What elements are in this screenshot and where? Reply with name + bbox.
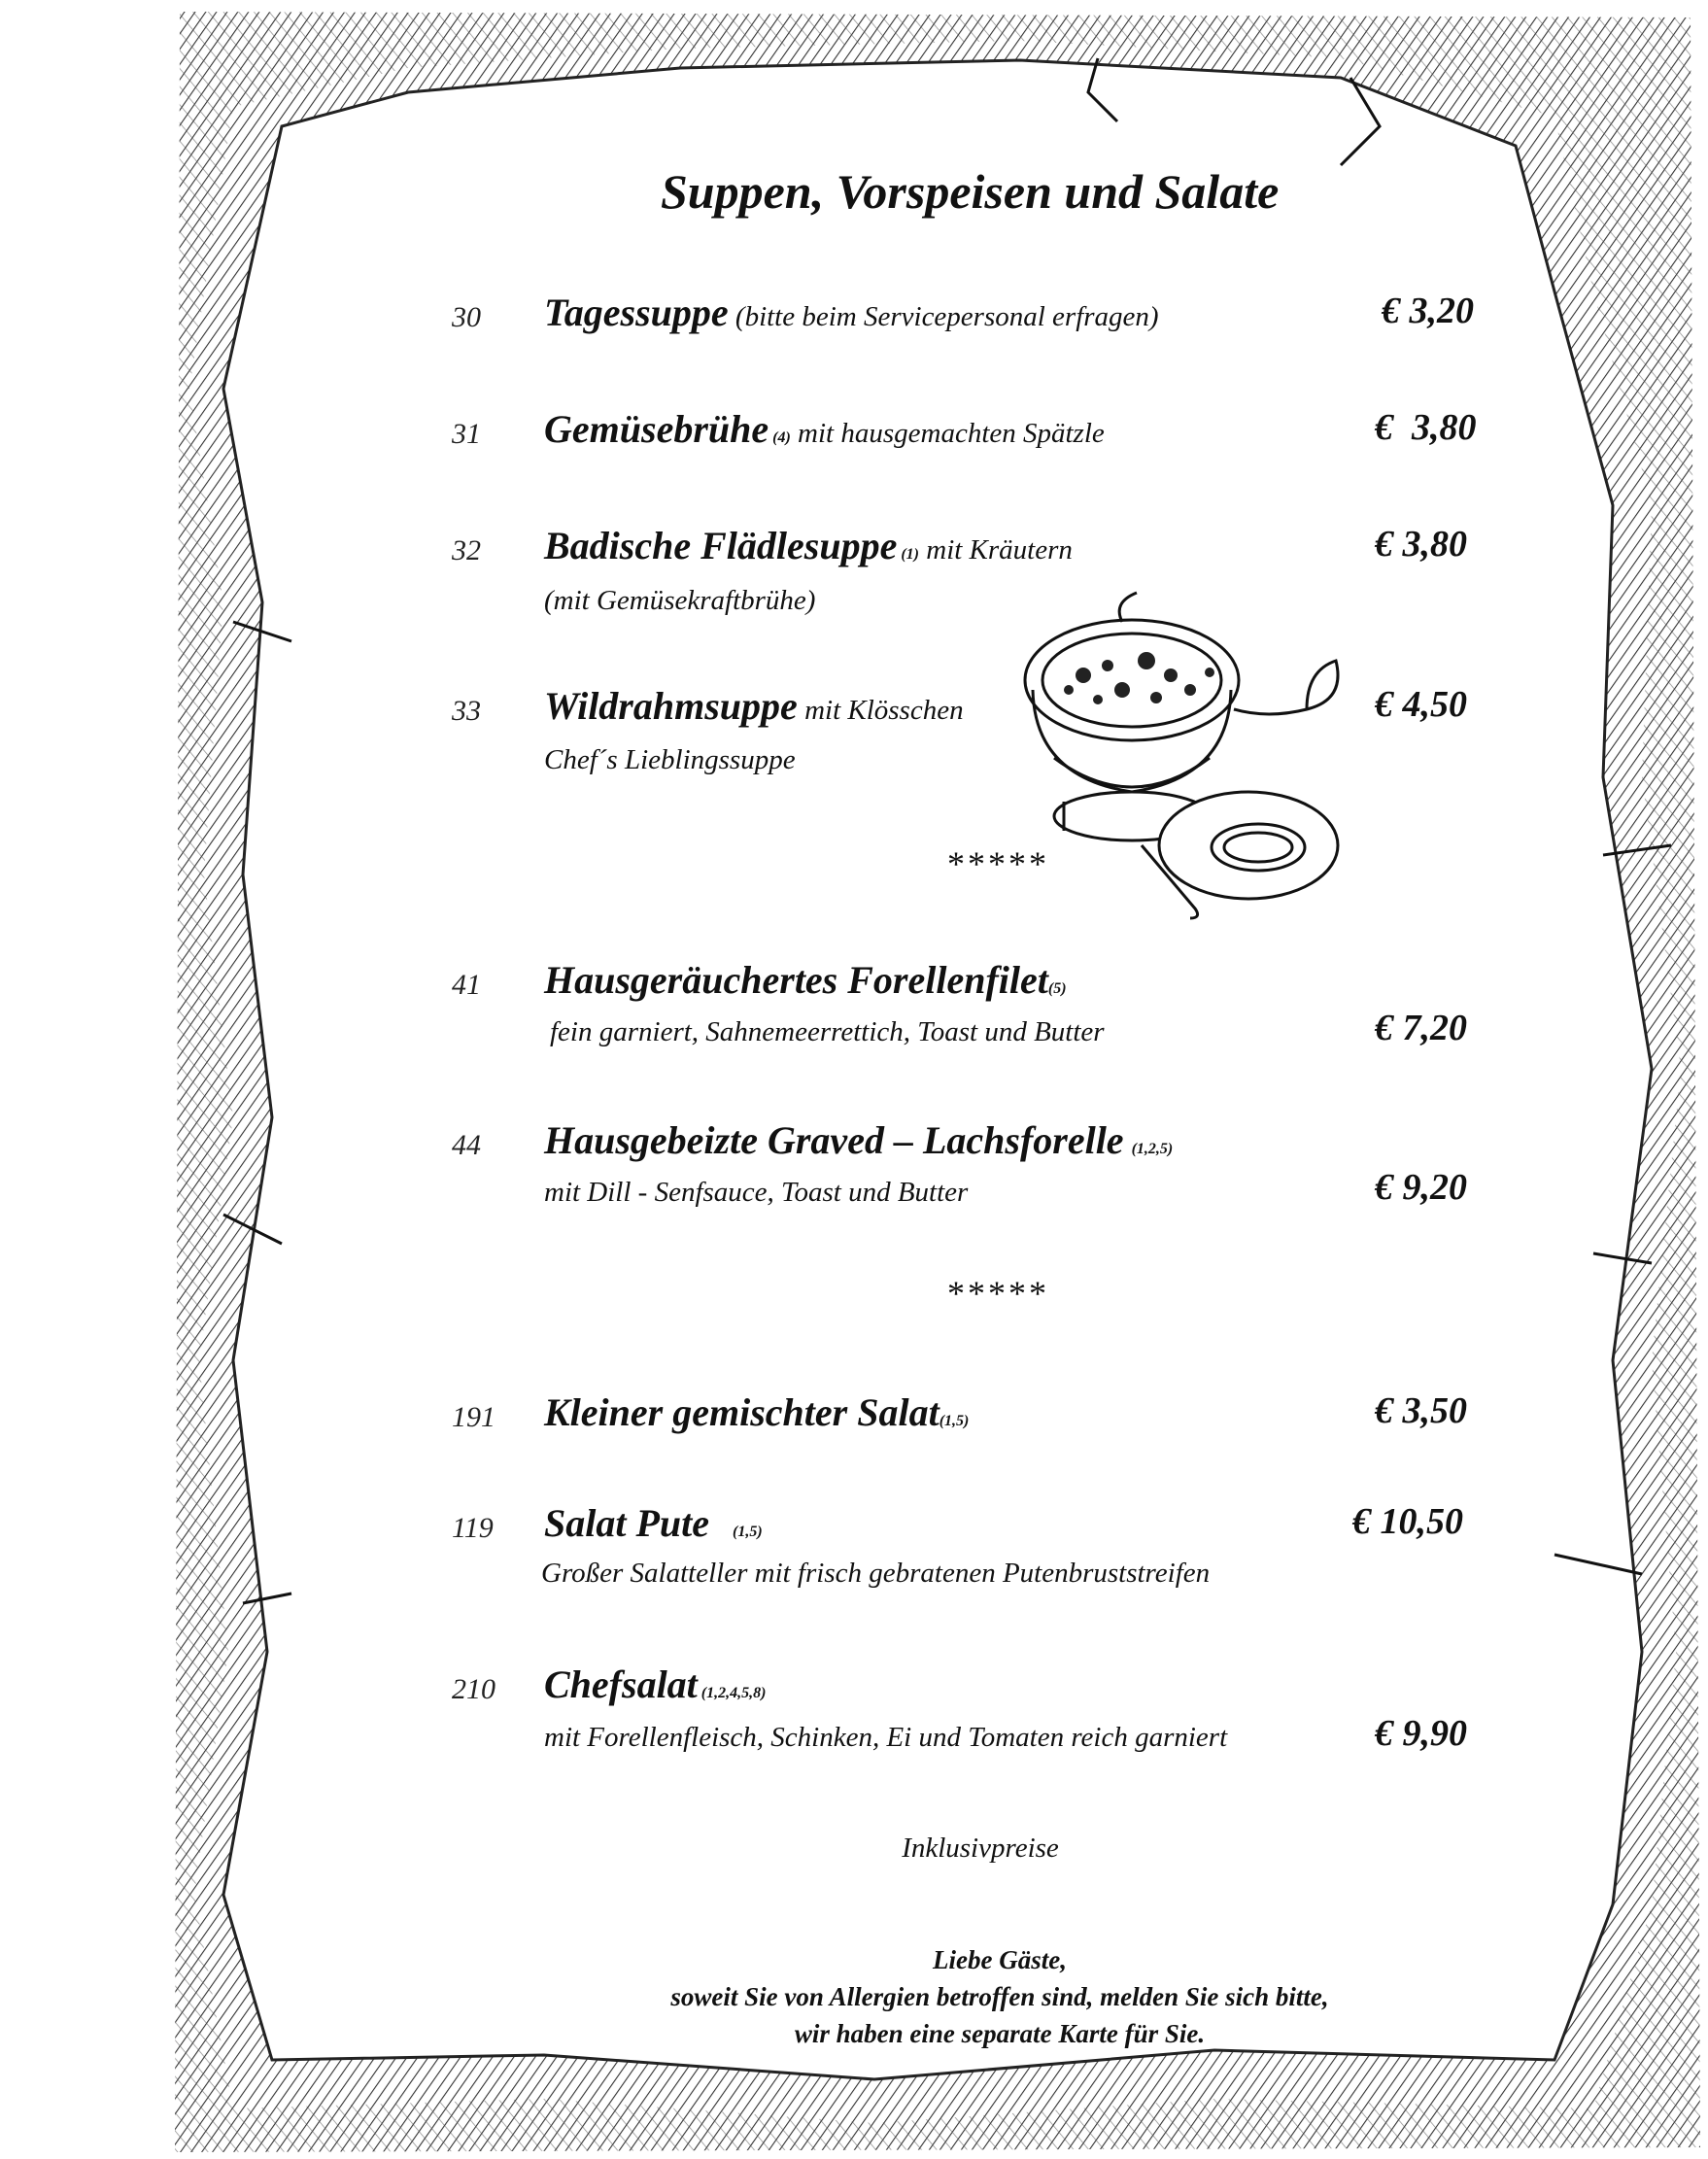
item-number: 31 <box>452 418 481 450</box>
price-note: Inklusivpreise <box>902 1833 1059 1864</box>
item-inline-note: (bitte beim Servicepersonal erfragen) <box>728 301 1159 332</box>
soup-tureen-icon <box>1015 583 1365 933</box>
item-price: € 9,20 <box>1375 1167 1467 1208</box>
menu-title: Suppen, Vorspeisen und Salate <box>661 164 1280 219</box>
allergy-notice-line: Liebe Gäste, <box>933 1945 1067 1974</box>
item-number: 119 <box>452 1512 494 1544</box>
item-allergens: (1,2,4,5,8) <box>697 1685 767 1701</box>
menu-item-line <box>544 683 964 729</box>
item-price: € 3,80 <box>1375 407 1477 448</box>
menu-item-line <box>544 957 1067 1003</box>
item-price: € 3,50 <box>1375 1390 1467 1431</box>
item-number: 33 <box>452 695 481 727</box>
item-number: 30 <box>452 301 481 333</box>
item-number: 41 <box>452 969 481 1001</box>
item-name: Salat Pute <box>544 1501 710 1545</box>
item-name: Gemüsebrühe <box>544 407 769 451</box>
item-number: 210 <box>452 1673 495 1705</box>
menu-item-line <box>544 406 1105 452</box>
item-description: Chef´s Lieblingssuppe <box>544 744 796 775</box>
item-allergens: (5) <box>1047 980 1067 997</box>
menu-item-line <box>544 1662 766 1707</box>
item-description: mit Forellenfleisch, Schinken, Ei und Tomaten reich garniert <box>544 1722 1228 1753</box>
item-price: € 3,20 <box>1382 291 1474 331</box>
item-name: Badische Flädlesuppe <box>544 524 898 567</box>
menu-item-line <box>544 523 1073 568</box>
item-description: fein garniert, Sahnemeerrettich, Toast und Butter <box>550 1016 1105 1047</box>
menu-item-line <box>544 1500 763 1546</box>
item-allergens: (1,2,5) <box>1123 1141 1174 1157</box>
allergy-notice-line: wir haben eine separate Karte für Sie. <box>794 2019 1206 2048</box>
item-name: Kleiner gemischter Salat <box>544 1390 939 1434</box>
item-allergens: (1,5) <box>939 1413 970 1429</box>
menu-item-line <box>544 290 1159 335</box>
item-allergens: (1) <box>897 546 919 563</box>
item-name: Hausgebeizte Graved – Lachsforelle <box>544 1118 1124 1162</box>
menu-item-line <box>544 1389 969 1435</box>
item-name: Wildrahmsuppe <box>544 684 798 728</box>
item-inline-note: mit Klösschen <box>797 695 964 726</box>
menu-item-line <box>544 1117 1173 1163</box>
item-number: 44 <box>452 1129 481 1161</box>
item-price: € 10,50 <box>1352 1501 1463 1542</box>
item-number: 191 <box>452 1401 495 1433</box>
item-name: Tagessuppe <box>544 291 729 334</box>
item-description: mit Dill - Senfsauce, Toast und Butter <box>544 1177 969 1208</box>
item-inline-note: mit hausgemachten Spätzle <box>790 418 1105 449</box>
item-price: € 4,50 <box>1375 684 1467 725</box>
item-price: € 7,20 <box>1375 1008 1467 1048</box>
item-inline-note: mit Kräutern <box>919 534 1073 565</box>
item-name: Chefsalat <box>544 1662 698 1706</box>
section-separator: ***** <box>947 1274 1049 1313</box>
item-description: Großer Salatteller mit frisch gebratenen Putenbruststreifen <box>541 1558 1211 1589</box>
section-separator: ***** <box>947 844 1049 883</box>
item-price: € 3,80 <box>1375 524 1467 565</box>
item-name: Hausgeräuchertes Forellenfilet <box>544 958 1048 1002</box>
item-allergens: (4) <box>769 429 791 446</box>
item-price: € 9,90 <box>1375 1713 1467 1754</box>
allergy-notice <box>146 1941 1708 2052</box>
allergy-notice-line: soweit Sie von Allergien betroffen sind, melden Sie sich bitte, <box>670 1982 1329 2011</box>
item-allergens: (1,5) <box>709 1524 763 1540</box>
item-description: (mit Gemüsekraftbrühe) <box>544 585 816 616</box>
item-number: 32 <box>452 534 481 566</box>
